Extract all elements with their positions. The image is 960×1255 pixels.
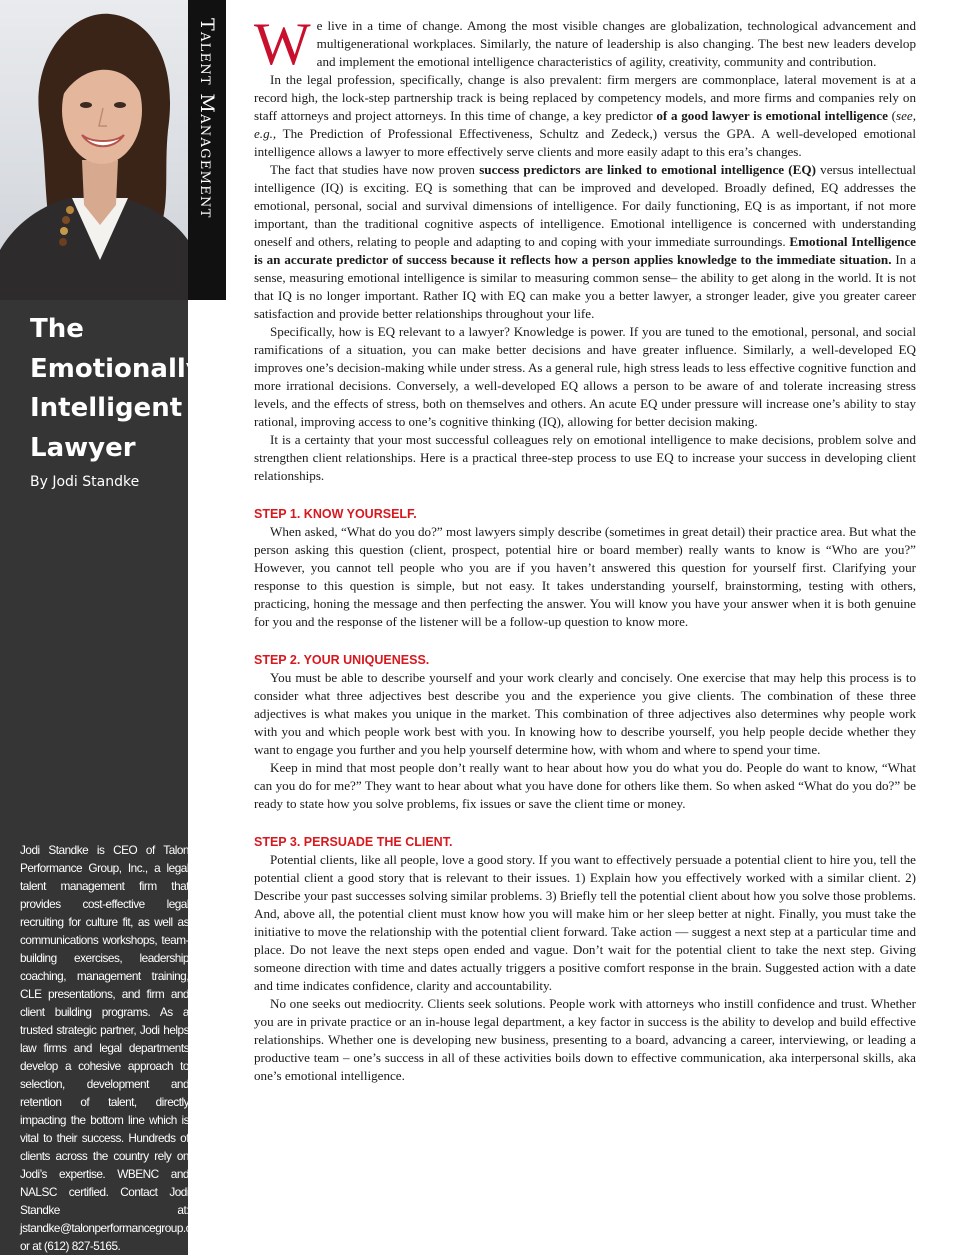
- paragraph-text: In the legal profession, specifically, change is also prevalent: firm mergers are commonplace, lateral movement is at a record high, the lock-step partnership track is being replaced by competency models, and more firms and companies rely on staff attorneys and project attorneys. In this time of change, a key predictor: [254, 72, 916, 123]
- paragraph: No one seeks out mediocrity. Clients seek solutions. People work with attorneys who instill confidence and trust. Whether you are in private practice or an in-house legal department, a key factor in success is the ability to develop and build effective relationships. Whether one is developing new business, presenting to a board, advancing a career, interviewing, or leading a productive team – one’s success in all of these activities boils down to effective communication, aka interpersonal skills, aka one’s emotional intelligence.: [254, 996, 916, 1083]
- paragraph: It is a certainty that your most successful colleagues rely on emotional intelligence to make decisions, problem solve and strengthen client relationships. Here is a practical three-step process to use EQ to increase your success in developing client relationships.: [254, 432, 916, 483]
- title-line: Lawyer: [30, 432, 136, 463]
- emphasis-text: Emotional Intelligence is an accurate predictor of success because it reflects how a person applies knowledge to the immediate situation.: [254, 234, 916, 267]
- paragraph: You must be able to describe yourself and your work clearly and concisely. One exercise that may help this process is to consider what three adjectives best describe you and the experience you give clients. The combination of these three adjectives is what makes you unique in the market. This combination of three adjectives also determines why people work with you and which people work best with you. In knowing how to describe yourself, you help people decide whether they want to engage you further and you help yourself determine how, with whom and where to spend your time.: [254, 670, 916, 757]
- paragraph-text: The Prediction of Professional Effectiveness, Schultz and Zedeck,) versus the GPA. A well-developed emotional intelligence allows a lawyer to more effectively serve clients and more easily adapt to this era’s changes.: [254, 126, 916, 159]
- paragraph-text: versus intellectual intelligence (IQ) is exciting. EQ is something that can be improved and developed. Broadly defined, EQ addresses the emotional, personal, social and survival dimensions of intelligence. For daily functioning, EQ is as important, if not more important, than the traditional cognitive aspects of intelligence. Emotional intelligence is concerned with understanding oneself and others, relating to people and adapting to and coping with your immediate surroundings.: [254, 162, 917, 249]
- sidebar: [0, 0, 207, 1255]
- paragraph: Keep in mind that most people don’t really want to hear about how you do what you do. People do want to know, “What can you do for me?” They want to hear about what you have done for others like them. So when asked “What do you do?” be ready to state how you solve problems, fix issues or save the client time or money.: [254, 760, 916, 811]
- article-title: [30, 310, 203, 468]
- title-line: Emotionally: [30, 353, 203, 384]
- paragraph: Potential clients, like all people, love a good story. If you want to effectively persuade a potential client to hire you, tell the potential client a good story that is relevant to their issues. 1) Explain how you effectively worked with a similar client. 2) Describe your past successes solving similar problems. 3) Briefly tell the potential client about how you solve those problems. And, above all, the potential client must know how you will make him or her sleep better at night. Finally, you must take the initiative to move the relationship with the potential client forward. Take action — suggest a next step at a particular time and place. Do not leave the next steps open ended and vague. Don’t wait for the potential client to take the next step. Giving someone direction with time and dates actually triggers a positive comfort response in the brain. Suggested action with a date and time indicates confidence, clarity and accountability.: [254, 852, 916, 993]
- paragraph-text: The fact that studies have now proven: [270, 162, 480, 177]
- emphasis-text: success predictors are linked to emotional intelligence (EQ): [479, 162, 816, 177]
- article-body: [254, 11, 917, 1085]
- author-bio: Jodi Standke is CEO of Talon Performance Group, Inc., a legal talent management firm that provides cost-effective legal recruiting for culture fit, as well as communications workshops, team-building exercises, leadership coaching, management training, CLE presentations, and firm and client building programs. As a trusted strategic partner, Jodi helps law firms and legal departments develop a cohesive approach to selection, development and retention of talent, directly impacting the bottom line which is vital to their success. Hundreds of clients across the country rely on Jodi’s expertise. WBENC and NALSC certified. Contact Jodi Standke at: jstandke@talonperformancegroup.com or at (612) 827-5165.: [20, 843, 207, 1253]
- author-byline: By Jodi Standke: [30, 474, 140, 490]
- author-portrait-image: [0, 0, 188, 300]
- paragraph: When asked, “What do you do?” most lawyers simply describe (sometimes in great detail) their practice area. But what the person asking this question (client, prospect, potential hire or board member) really wants to know is “Who are you?” However, you cannot tell people who you are if you haven’t answered this question for yourself first. Clarifying your response to this question is simple, but not easy. It takes understanding yourself, brainstorming, testing with others, practicing, honing the message and then perfecting the answer. You will know you have your answer when it is both genuine for you and the response of the listener will be a follow-up question to know more.: [254, 524, 916, 629]
- intro-paragraph: [254, 11, 916, 77]
- paragraph: Specifically, how is EQ relevant to a lawyer? Knowledge is power. If you are tuned to the emotional, personal, and social ramifications of a situation, you can make better decisions and have greater influence. Similarly, a well-developed EQ improves one’s decision-making while under stress. As a general rule, high stress leads to less effective cognitive function and more irrational decisions. Conversely, a well-developed EQ allows a person to be aware of and tolerate increasing stress levels, and the effects of stress, both on themselves and others. An acute EQ under pressure will increase one’s ability to stay rational, improving access to one’s cognitive thinking (IQ), allowing for better decision making.: [254, 324, 916, 429]
- step-1-heading: STEP 1. KNOW YOURSELF.: [254, 507, 417, 521]
- dropcap: W: [254, 11, 311, 77]
- step-3-heading: STEP 3. PERSUADE THE CLIENT.: [254, 835, 453, 849]
- paragraph-text: (: [887, 108, 897, 123]
- step-2-heading: STEP 2. YOUR UNIQUENESS.: [254, 653, 430, 667]
- title-line: The: [30, 314, 84, 344]
- paragraph-text: In a sense, measuring emotional intelligence is similar to measuring common sense– the ability to get along in the world. It is not that IQ is no longer important. Rather IQ with EQ can make you a better lawyer, a stronger leader, give you greater career satisfaction and provide better relationships throughout your life.: [254, 252, 916, 321]
- citation-text: see, e.g.,: [254, 108, 917, 141]
- paragraph-text: e live in a time of change. Among the most visible changes are globalization, technological advancement and multigenerational workplaces. Similarly, the nature of leadership is also changing. The best new leaders develop and implement the emotional intelligence characteristics of agility, creativity, community and contribution.: [316, 18, 916, 69]
- author-photo: [0, 0, 188, 300]
- paragraph: [254, 71, 916, 161]
- paragraph: [254, 161, 916, 323]
- title-line: Intelligent: [30, 393, 183, 423]
- emphasis-text: of a good lawyer is emotional intelligence: [656, 108, 888, 123]
- section-label: Talent Management: [196, 18, 218, 219]
